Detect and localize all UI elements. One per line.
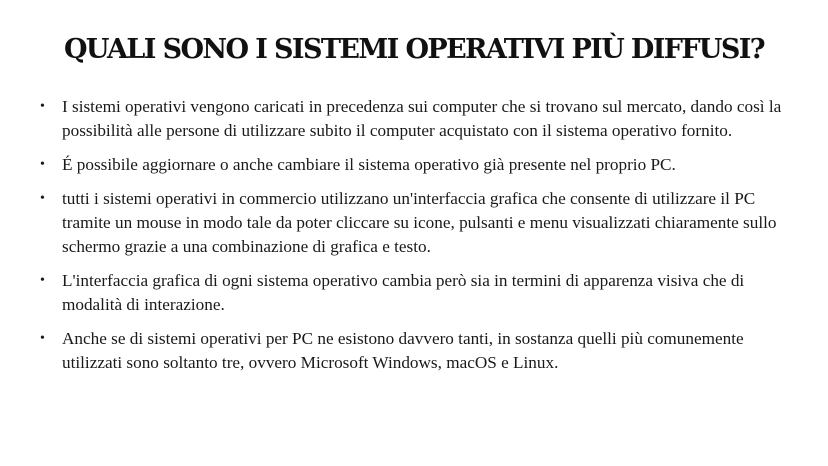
bullet-list (40, 95, 800, 385)
bullet-item (40, 269, 800, 317)
bullet-text: I sistemi operativi vengono caricati in precedenza sui computer che si trovano sul mercato, dando così la possibilità alle persone di utilizzare subito il computer acquistato con il sistema operativo fornito. (62, 97, 782, 140)
bullet-icon: • (40, 331, 45, 346)
bullet-item (40, 95, 800, 143)
bullet-text: L'interfaccia grafica di ogni sistema operativo cambia però sia in termini di apparenza visiva che di modalità di interazione. (62, 271, 745, 314)
bullet-icon: • (40, 273, 45, 288)
bullet-text: tutti i sistemi operativi in commercio utilizzano un'interfaccia grafica che consente di utilizzare il PC tramite un mouse in modo tale da poter cliccare su icone, pulsanti e menu visualizzati chiaramente sullo schermo grazie a una combinazione di grafica e testo. (62, 189, 777, 256)
slide-title: QUALI SONO I SISTEMI OPERATIVI PIÙ DIFFUSI? (63, 34, 765, 65)
bullet-icon: • (40, 191, 45, 206)
bullet-text: É possibile aggiornare o anche cambiare il sistema operativo già presente nel proprio PC. (62, 155, 676, 174)
bullet-icon: • (40, 99, 45, 114)
bullet-item (40, 187, 800, 259)
bullet-item (40, 327, 800, 375)
bullet-text: Anche se di sistemi operativi per PC ne esistono davvero tanti, in sostanza quelli più comunemente utilizzati sono soltanto tre, ovvero Microsoft Windows, macOS e Linux. (62, 329, 744, 372)
bullet-icon: • (40, 157, 45, 172)
bullet-item (40, 153, 800, 177)
